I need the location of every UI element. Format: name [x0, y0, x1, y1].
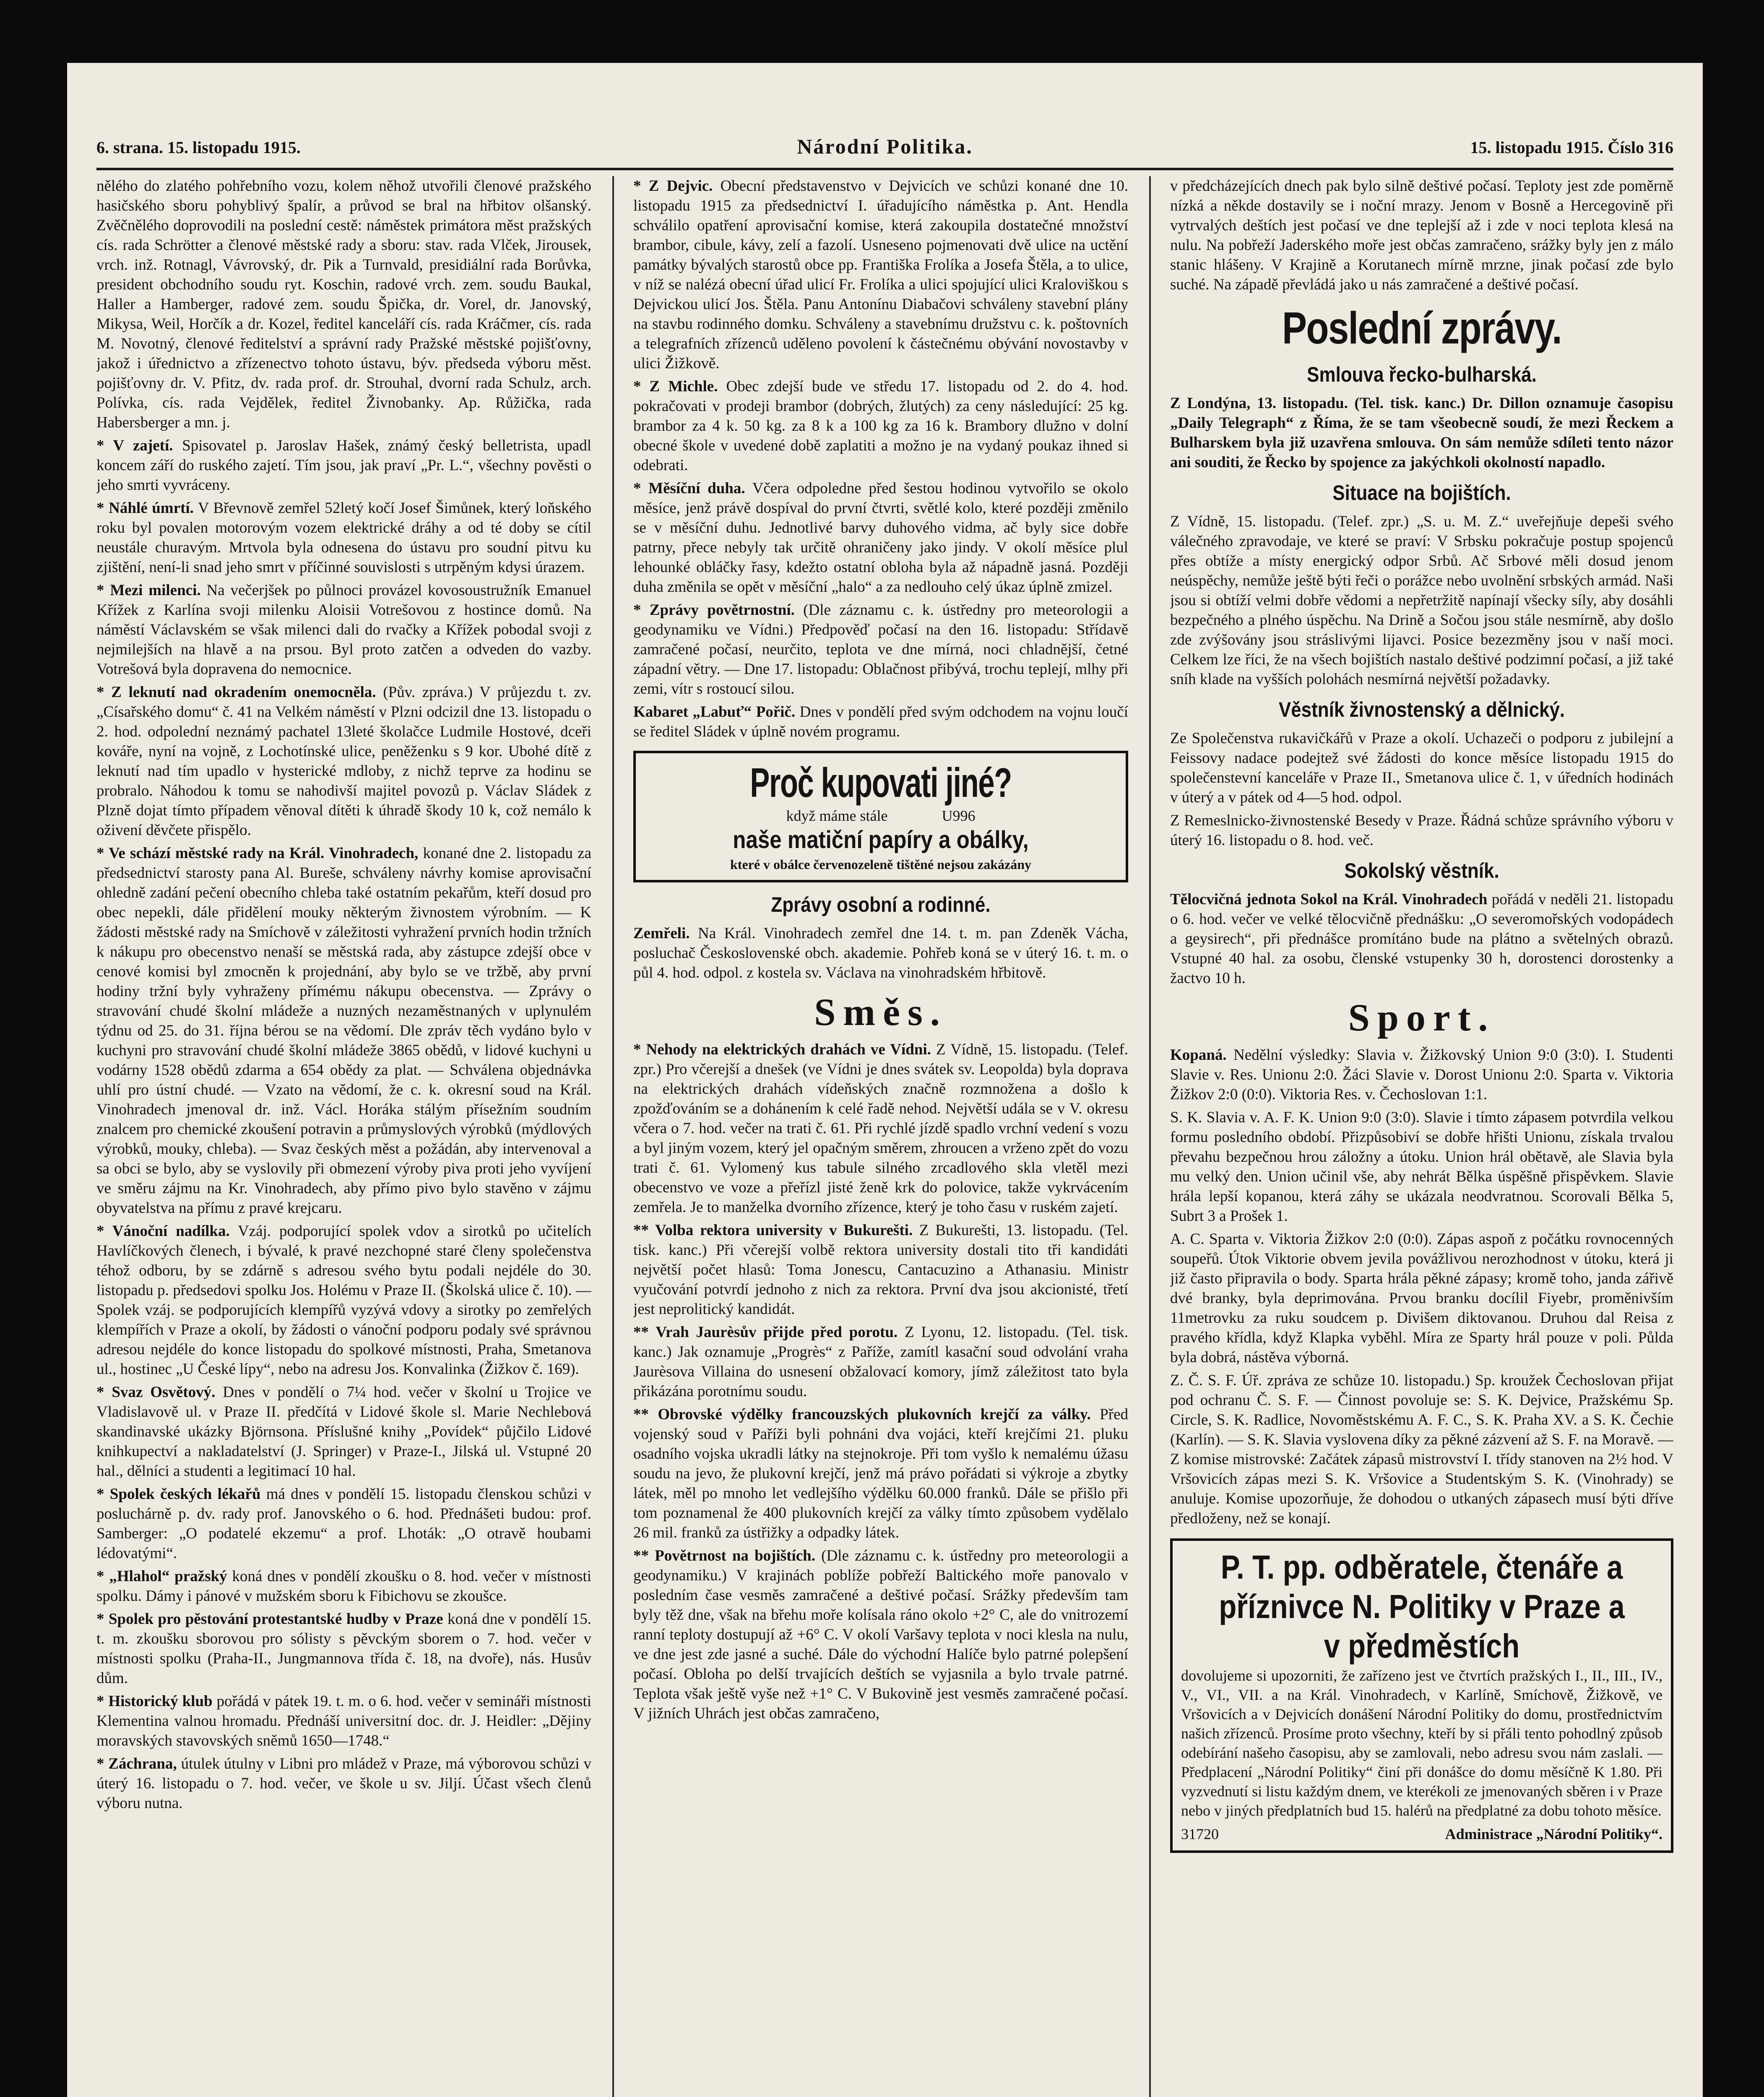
article-nahle-umrti: * Náhlé úmrtí. V Břevnově zemřel 52letý kočí Josef Šimůnek, který loňského roku byl povalen motorovým vozem elektrické dráhy a od té doby se cítil neustále churavým. Mrtvola byla odnesena do ústavu pro soudní pitvu ku zjištění, není-li snad jeho smrt v příčinné souvislosti s utrpěným kdysi úrazem.: [96, 500, 591, 576]
article-slavia-union: S. K. Slavia v. A. F. K. Union 9:0 (3:0). Slavie i tímto zápasem potvrdila velkou formu posledního období. Přizpůsobiví se dobře hřišti Unionu, získala trvalou převahu bezpečnou hrou záložny a útoku. Union hrál obětavě, ale Slavia byla mu velký den. Union učinil vše, aby nehrát Bělka úspěšně přispěvkem. Slavie hrála lepší kopanou, která záhy se ukázala neodvratnou. Scorovali Bělka 5, Subrt 3 a Prošek 1.: [1170, 1109, 1673, 1225]
column-divider-1: [612, 176, 614, 2097]
article-z-michle: * Z Michle. Obec zdejší bude ve středu 17. listopadu od 2. do 4. hod. pokračovati v prodeji brambor (dobrých, žlutých) za ceny následující: 25 kg. brambor za 4 k. 50 kg. za 8 k a 100 kg za 16 k. Brambory dlužno v dolní obecné škole v uvedené době zaplatiti a možno je na vydaný poukaz ihned si odebrati.: [633, 378, 1128, 474]
advert-slogan: naše matiční papíry a obálky,: [733, 826, 1029, 853]
article-csf-report: Z. Č. S. F. Úř. zpráva ze schůze 10. listopadu.) Sp. kroužek Čechoslovan přijat pod ochranu Č. S. F. — Činnost povoluje se: S. K. Dejvice, Pražskému Sp. Circle, S. K. Radlice, Novoměstskému A. F. C., S. K. Praha XV. a S. K. Čechie (Karlín). — S. K. Slavia vyslovena díky za pěkné zázvení až S. F. na Moravě. — Z komise mistrovské: Začátek zápasů mistrovství I. třídy stanoven na 2½ hod. V Vršovicích zápas mezi S. K. Vršovice a Studentským S. K. (Vinohrady) se anuluje. Komise upozorňuje, že dohodou o utkaných zápasech musí býti dříve předloženy, než se konají.: [1170, 1372, 1673, 1527]
article-historicky-klub: * Historický klub pořádá v pátek 19. t. m. o 6. hod. večer v semináři místnosti Klementina valnou hromadu. Přednáší universitní doc. dr. J. Heidler: „Dějiny moravských stavovských sněmů 1650—1748.“: [96, 1693, 591, 1749]
advert-line: když máme stále U996: [786, 807, 976, 824]
article-z-dejvic: * Z Dejvic. Obecní představenstvo v Dejvicích ve schůzi konané dne 10. listopadu 1915 za předsednictví I. úřadujícího náměstka p. Ant. Hendla schválilo opatření aprovisační komise, která zakoupila dostatečné množství brambor, cibule, kávy, zelí a fazolí. Usneseno pojmenovati dvě ulice na uctění památky bývalých starostů obce pp. Františka Frolíka a Josefa Štěla, a to ulice, v níž se nalézá obecní úřad ulicí Fr. Frolíka a ulici spojující ulici Kraloviškou s Dejvickou ulicí Jos. Štěla. Panu Antonínu Diabačovi schváleny stavební plány na stavbu rodinného domku. Schváleny a stavebnímu družstvu c. k. poštovních a telegrafních zřízenců uděleno povolení k částečnému obývání novostavby v ulici Žižkově.: [633, 177, 1128, 372]
column-3: [1170, 176, 1673, 2097]
subheading-greek-bulgarian-treaty: Smlouva řecko-bulharská.: [1307, 363, 1537, 386]
column-divider-2: [1149, 176, 1151, 2097]
advert-title: Proč kupovati jiné?: [750, 760, 1012, 806]
article-zemreli: Zemřeli. Na Král. Vinohradech zemřel dne 14. t. m. pan Zdeněk Vácha, posluchač Československé obch. akademie. Pohřeb koná se v úterý 16. t. m. o půl 4. hod. odpol. z kostela sv. Václava na vinohradském hřbitově.: [633, 925, 1128, 981]
article-weather-continued: v předcházejících dnech pak bylo silně deštivé počasí. Teploty jest zde poměrně nízká a někde dostavily se i noční mrazy. Jenom v Bosně a Hercegovině při vytrvalých deštích jest počasí ve dne teplejší až i zde v noci teplota klesá na nulu. Na pobřeží Jaderského moře jest občas zamračeno, srážky byly jen z málo stanic hlášeny. V Krajině a Korutanech mírně mrzne, jinak počasí zde bylo suché. Na západě převládá jako u nás zamračené a deštivé počasí.: [1170, 177, 1673, 293]
article-london-dillon: Z Londýna, 13. listopadu. (Tel. tisk. kanc.) Dr. Dillon oznamuje časopisu „Daily Telegraph“ z Říma, že se tam všeobecně soudí, že mezi Řeckem a Bulharskem byla již uzavřena smlouva. On sám nemůže sdíleti tento názor ani souditi, že Řecko by spojence za jakýchkoli okolností napadlo.: [1170, 395, 1673, 471]
article-rukavickari: Ze Společenstva rukavičkářů v Praze a okolí. Uchazeči o podporu z jubilejní a Feissovy nadace podejtež své žádosti do konce měsíce listopadu 1915 do společenstevní kanceláře v Praze II., Smetanova ulice č. 1, v úředních hodinách v úterý a v pátek od 4—5 hod. odpol.: [1170, 730, 1673, 806]
article-v-zajeti: * V zajetí. Spisovatel p. Jaroslav Hašek, známý český belletrista, upadl koncem září do ruského zajetí. Tím jsou, jak praví „Pr. L.“, všechny pověsti o jeho smrti vyvráceny.: [96, 437, 591, 494]
header-date-left: 6. strana. 15. listopadu 1915.: [96, 138, 301, 157]
article-svaz-osvetovy: * Svaz Osvětový. Dnes v pondělí o 7¼ hod. večer v školní u Trojice ve Vladislavově ul. v Praze II. předčítá v Lidové škole sl. Marie Nechlebová skandinavské ukázky Björnsona. Příslušné knihy „Povídek“ půjčilo Lidové knihkupectví a nakladatelství (J. Springer) v Praze-I., Jilská ul. Vstupné 20 hal., dělníci a studenti a legitimací 10 hal.: [96, 1384, 591, 1480]
advert-note: které v obálce červenozeleně tištěné nejsou zakázány: [730, 857, 1032, 872]
subheading-battlefield-situation: Situace na bojištích.: [1332, 481, 1511, 505]
article-kabaret: Kabaret „Labuť“ Pořič. Dnes v pondělí před svým odchodem na vojnu loučí se ředitel Sládek v úplně novém programu.: [633, 703, 1128, 740]
article-mesicni-duha: * Měsíční duha. Včera odpoledne před šestou hodinou vytvořilo se okolo měsíce, jenž právě dospíval do první čtvrti, světlé kolo, které později změnilo se v měsíční duhu. Jednotlivé barvy duhového vidma, ač byly sice dobře patrny, přece nebyly tak určitě ohraničeny jako jindy. V okolí měsíce plul lehounké obláčky řasy, kdežto ostatní obloha byla až nápadně jasná. Později duha změnila se opět v měsíční „halo“ a za nedlouho celý úkaz úplně zmizel.: [633, 480, 1128, 596]
page-header: [96, 134, 1673, 164]
section-heading-trade-labour: Věstník živnostenský a dělnický.: [1278, 698, 1565, 721]
article-kopana-results: Kopaná. Nedělní výsledky: Slavia v. Žižkovský Union 9:0 (3:0). I. Studenti Slavie v. Res. Unionu 2:0. Žáci Slavie v. Dorost Unionu 2:0. Sparta v. Viktoria Žižkov 2:0 (0:0). Viktoria Res. v. Čechoslovan 1:1.: [1170, 1046, 1673, 1103]
advert-subscribers-title: P. T. pp. odběratele, čtenáře a příznivce N. Politiky v Praze a v předměstích: [1219, 1548, 1625, 1665]
newspaper-page: [67, 63, 1703, 2097]
advert-code: U996: [942, 807, 976, 824]
article-vydelky-krejci: ** Obrovské výdělky francouzských plukovních krejčí za války. Před vojenský soud v Paříži byli pohnáni dva vojáci, kteří krejčími 21. pluku osadního vojska ukradli látky na stejnokroje. Při tom vyšlo k nemalému úžasu soudu na jevo, že plukovní krejčí, jenž má právo pořádati si výkroje a zbytky látek, měl po mnoho let vedlejšího výdělku 60.000 franků. Dále se přišlo při tom poznamenal že 400 plukovních krejčí za války tímto způsobem vydělalo 26 mil. franků za ústřižky a odpadky látek.: [633, 1406, 1128, 1541]
advert-subscribers-body: dovolujeme si upozorniti, že zařízeno jest ve čtvrtích pražských I., II., III., IV., V., VI., VII. a na Král. Vinohradech, v Karlíně, Smíchově, Žižkově, ve Vršovicích a v Dejvicích donášení Národní Politiky do domu, prostřednictvím našich zřízenců. Prosíme proto všechny, kteří by si přáli tento pohodlný způsob odebírání našeho časopisu, aby se zamlovali, nebo adresu svou nám zaslali. — Předplacení „Národní Politiky“ činí při donášce do domu měsíčně K 1.80. Při vyzvednutí si listu každým dnem, ve kterékoli ze jmenovaných sběren i v Praze nebo v jiných předplatních bud 15. halérů na předplatné za dobu tohoto měsíce.: [1181, 1667, 1663, 1819]
article-sokol-vinohrady: Tělocvičná jednota Sokol na Král. Vinohradech pořádá v neděli 21. listopadu o 6. hod. večer ve velké tělocvičně přednášku: „O severomořských vodopádech a geysirech“, při přednášce promítáno bude na plátno a světelných obrazů. Vstupné 40 hal. za osobu, členské vstupenky 30 h, dorostenci dorostenky a žactvo 10 h.: [1170, 891, 1673, 987]
advert-subscribers-notice: [1170, 1538, 1673, 1853]
article-vanocni-nadilka: * Vánoční nadílka. Vzáj. podporující spolek vdov a sirotků po učitelích Havlíčkových členech, i bývalé, k pravé nezchopné staré členy společenstva téhož odboru, by se zdárně s adresou svého bytu podali nejdéle do 30. listopadu p. předsedovi spolku Jos. Holému v Praze II. (Školská ulice č. 10). — Spolek vzáj. se podporujících klempířů vyzývá vdovy a sirotky po zemřelých klempířích v Praze a okolí, by žádosti o vánoční podporu podaly své správnou adresou nejdéle do konce listopadu do spolkové místnosti, Praha, Smetanova ul., hostinec „U České lípy“, nebo na adresu Jos. Konvalinka (Žižkov č. 169).: [96, 1223, 591, 1378]
article-sparta-viktoria: A. C. Sparta v. Viktoria Žižkov 2:0 (0:0). Zápas aspoň z počátku rovnocenných soupeřů. Útok Viktorie obvem jevila povážlivou nerozhodnost v útoku, která ji již často připravila o body. Sparta hrála pěkné zápasy; kromě toho, janda zářivě dvé branky, byla deprimována. Prvou branku docílil Fiyebr, proměnivším 11metrovku za ruku soudcem p. Divišem diktovanou. Druhou dal Reisa z pravého křídla, když Klapka vyběhl. Míra ze Sparty hrál pouze v poli. Půlda byla dobrá, nástěva výborná.: [1170, 1231, 1673, 1366]
article-zpravy-povetrnostni: * Zprávy povětrnostní. (Dle záznamu c. k. ústředny pro meteorologii a geodynamiku ve Vídni.) Předpověď počasí na den 16. listopadu: Střídavě zamračené počasí, neurčito, teplota ve dne mírná, noci chladnější, četné západní větry. — Dne 17. listopadu: Oblačnost přibývá, trochu teplejí, mlhy při zemi, vítr s rostoucí silou.: [633, 601, 1128, 697]
article-protestantska-hudba: * Spolek pro pěstování protestantské hudby v Praze koná dne v pondělí 15. t. m. zkoušku sborovou pro sólisty s pěvckým sborem o 7. hod. večer v místnosti spolku (Praha-II., Jungmannova třída č. 18, na dvoře), nás. Husův dům.: [96, 1610, 591, 1687]
article-funeral: nělého do zlatého pohřebního vozu, kolem něhož utvořili členové pražského hasičského sboru pohyblivý špalír, a průvod se bral na hřbitov olšanský. Zvěčnělého doprovodili na poslední cestě: náměstek primátora měst pražských cís. rada Schrötter a členové městské rady a sboru: stav. rada Vlček, Jirousek, vrch. inž. Rotnagl, Vávrovský, dr. Pik a Turnvald, presidiální rada Borůvka, president obchodního soudu ryt. Koschin, radové vrch. zem. soudu Baukal, Haller a Hamberger, radové zem. soudu Špička, dr. Vorel, dr. Janovský, Mikysa, Weil, Horčík a dr. Kozel, ředitel kanceláří cís. rada Kráčmer, cís. rada M. Novotný, členové ředitelství a správní rady Pražské městské pojišťovny, jakož i úřednictvo a zřízenectvo tohoto ústavu, býv. předseda výboru měst. pojišťovny dr. V. Pfitz, dv. rada prof. dr. Strouhal, dvorní rada Schulz, arch. Polívka, cís. rada Vejdělek, ředitel Živnobanky. Ap. Růžička, rada Habersberger a mn. j.: [96, 177, 591, 431]
article-mezi-milenci: * Mezi milenci. Na večerjšek po půlnoci provázel kovosoustružník Emanuel Křížek z Karlína svoji milenku Aloisii Votrešovou z hostince domů. Na náměstí Václavském se však milenci dali do rvačky a Křížek pobodal svoji z nejmilejších na hlavě a na prsou. Byl proto zatčen a odveden do vazby. Votrešová byla dopravena do nemocnice.: [96, 582, 591, 678]
advert-subscribers-footer: [1181, 1824, 1663, 1844]
header-rule: [96, 168, 1673, 170]
article-z-leknuti: * Z leknutí nad okradením onemocněla. (Pův. zpráva.) V průjezdu t. zv. „Císařského domu“ č. 41 na Velkém náměstí v Plzni odcizil dne 13. listopadu o 2. hod. odpolední neznámý pachatel 13leté školačce Ludmile Hostové, dceři kováře, nyní na vojně, z Lochotínské ulice, peněženku s 9 kor. Ubohé dítě z leknutí nad tím upadlo v hysterické mdloby, z nichž teprve za hodinu se probralo. Náhodou k tomu se nahodivší majitel povozů p. Václav Sládek z Plzně dojat tímto případem věnoval dítěti k úhradě škody 10 k, což nemálo k oživení děvčete přispělo.: [96, 684, 591, 839]
section-heading-personal: Zprávy osobní a rodinné.: [771, 893, 991, 916]
section-heading-smes: Směs.: [814, 991, 947, 1033]
section-heading-sport: Sport.: [1348, 996, 1496, 1039]
article-hlahol: * „Hlahol“ pražský koná dnes v pondělí zkoušku o 8. hod. večer v místnosti spolku. Dámy i pánové v mužském sboru k Fibichovu se zkoušce.: [96, 1568, 591, 1605]
article-mestska-rada: * Ve schází městské rady na Král. Vinohradech, konané dne 2. listopadu za předsednictví starosty pana Al. Bureše, schváleny návrhy komise aprovisační ohledně zadání pečení obecního chleba také ostatním pekařům, kteří dosud pro obec nepekli, dále přidělení mouky některým živnostem výrobním. — K žádosti městské rady na Smíchově v záležitosti vyhražení prvních hodin tržních k nákupu pro obecenstvo nenaší se městská rada, aby zástupce zdejší obce v cenové komisi byl zmocněn k projednání, aby bylo se ve tržbě, aby první hodiny tržní byly vyhraženy přímému nákupu obecenstva. — Zprávy o stravování chudé školní mládeže a nuzných nezaměstnaných v uplynulém týdnu od 25. do 31. října bérou se na vědomí. Dle zpráv těch vydáno bylo v kuchyni pro stravování chudé školní mládeže 3865 obědů, v lidové kuchyni u vodárny 1528 obědů zdarma a 654 obědy za plat. — Schválena objednávka uhlí pro ústní chudé. — Vzato na vědomí, že c. k. okresní soud na Král. Vinohradech jmenoval dr. inž. Václ. Horáka stálým přísežním soudním znalcem pro chemické zkoušení potravin a průmyslových výrobků (mýdlových výrobků, mouky, chleba). — Svaz českých měst a požádán, aby intervenoval a sa obci se bylo, aby se vyslovily při obmezení výroby piva proti jeho vyvíjení ve směru zájmu na Kr. Vinohradech, aby přímo pivo bylo stavěno v zájmu obyvatelstva na přímu z pravé krejcaru.: [96, 845, 591, 1217]
column-2: [633, 176, 1128, 2097]
article-nehody-viden: * Nehody na elektrických drahách ve Vídni. Z Vídně, 15. listopadu. (Telef. zpr.) Pro včerejší a dnešek (ve Vídni je dnes svátek sv. Leopolda) byla doprava na elektrických drahách vídeňských značně rozmnožena a došlo k zpožďováním se a dohánením k celé řadě nehod. Největší udála se v V. okresu včera o 7. hod. večer na trati č. 61. Při rychlé jízdě spadlo vrchní vedení s vozu a byl jiným vozem, který jel opačným směrem, zhroucen a vrženo zpět do vozu trati č. 61. Vylomený kus tabule silného zrcadlového skla vletěl mezi obecenstvo ve voze a přeřízl jisté ženě krk do polovice, takže vykrvácením zemřela. Je to manželka dvorního zřízence, který je toho času v ruském zajetí.: [633, 1041, 1128, 1216]
advert-subscribers-code: 31720: [1181, 1826, 1219, 1842]
article-vrah-jauresuv: ** Vrah Jaurèsův přijde před porotu. Z Lyonu, 12. listopadu. (Tel. tisk. kanc.) Jak oznamuje „Progrès“ z Paříže, zamítl kasační soud odvolání vraha Jaurèsova Villaina do usnesení obžalovací komory, jímž záležitost tato byla přikázána porotnímu soudu.: [633, 1324, 1128, 1400]
advert-subscribers-signature: Administrace „Národní Politiky“.: [1445, 1826, 1663, 1842]
header-issue-right: 15. listopadu 1915. Číslo 316: [1470, 138, 1673, 157]
article-vienna-report: Z Vídně, 15. listopadu. (Telef. zpr.) „S. u. M. Z.“ uveřejňuje depeši svého válečného zpravodaje, ve které se praví: V Srbsku pokračuje postup spojenců přes obtíže a místy energický odpor Srbů. Ač Srbové měli dosud jenom neúspěchy, nemůže ještě býti řeči o porážce nebo uvolnění srbských armád. Naši jsou si obtíží velmi dobře vědomi a nepřetržitě napínají všecky síly, aby dosáhli bezpečného a plného úspěchu. Na Drině a Sočou jsou stále nesmírně, aby došlo zde zvýšovány jsou stráslivými lijavci. Posice bezezměny jsou v naší moci. Celkem lze říci, že na všech bojištích nastalo deštivé podzimní počasí, a již také sníh klade na vyšších polohách nesmírná největší požadavky.: [1170, 513, 1673, 688]
advert-matice-papers: [633, 751, 1128, 882]
column-1: [96, 176, 591, 2097]
article-spolek-lekaru: * Spolek českých lékařů má dnes v pondělí 15. listopadu členskou schůzi v posluchárně p. dv. rady prof. Janovského o 6. hod. Přednášeti budou: prof. Samberger: „O podatelé ekzemu“ a prof. Lhoták: „O otravě houbami lédovatými“.: [96, 1486, 591, 1562]
article-zachrana: * Záchrana, útulek útulny v Libni pro mládež v Praze, má výborovou schůzi v úterý 16. listopadu o 7. hod. večer, ve škole u sv. Jiljí. Účast všech členů výboru nutna.: [96, 1755, 591, 1812]
article-povetrnost-bojiste: ** Povětrnost na bojištích. (Dle záznamu c. k. ústředny pro meteorologii a geodynamiku.) V krajinách poblíže pobřeží Baltického moře panovalo v posledním čase vesměs zamračené a deštivé počasí. Srážky především tam byly těž dne, však na břehu moře kolísala ráno okolo +2° C, ale do vnitrozemí ranní teploty dostupují až +6° C. V okolí Varšavy teplota v noci klesla na nulu, ve dne jest zde jasné a suché. Dále do východní Halíče bylo patrné polepšení počasí. Obloha po delší trvajících deštích se vyjasnila a bylo trvale patrné. Teplota však ještě vyše než +1° C. V Bukovině jest vesměs zamračené počasí. V jižních Uhrách jest občas zamračeno,: [633, 1547, 1128, 1722]
masthead-title: Národní Politika.: [797, 135, 973, 158]
section-heading-latest-news: Poslední zprávy.: [1282, 302, 1562, 353]
section-heading-sokol: Sokolský věstník.: [1344, 859, 1499, 882]
article-remeslnicka-beseda: Z Remeslnicko-živnostenské Besedy v Praze. Řádná schůze správního výboru v úterý 16. listopadu o 8. hod. več.: [1170, 812, 1673, 849]
article-volba-rektora: ** Volba rektora university v Bukurešti. Z Bukurešti, 13. listopadu. (Tel. tisk. kanc.) Při včerejší volbě rektora university dostali tito tři kandidáti největší počet hlasů: Toma Jonescu, Cantacuzino a Athanasiu. Ministr vyučování potvrdí jednoho z nich za rektora. První dva jsou akcionisté, třetí jest neprolitický kandidát.: [633, 1222, 1128, 1318]
